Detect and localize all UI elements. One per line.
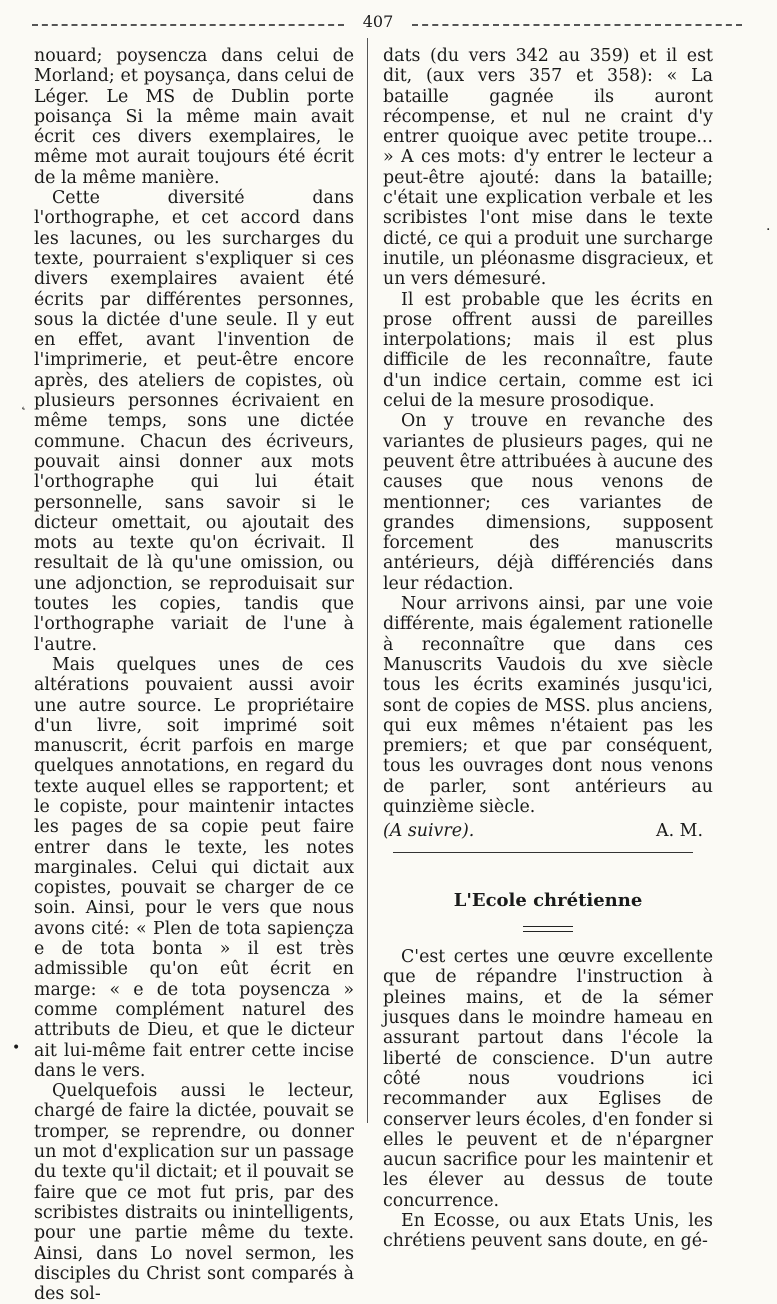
paragraph: Cette diversité dans l'orthographe, et cet accord dans les lacunes, ou les surcharges du texte, pourraient s'expliquer si ces divers exemplaires avaient été écrits par différentes personnes, sous la dictée d'une seule. Il y eut en effet, avant l'invention de l'imprimerie, et peut-être encore après, des ateliers de copistes, où plusieurs personnes écrivaient en même temps, sons une dictée commune. Chacun des écriveurs, pouvait ainsi donner aux mots l'orthographe qui lui était personnelle, sans savoir si le dicteur omettait, ou ajoutait des mots au texte qu'on écrivait. Il resultait de là qu'une omission, ou une adjonction, se reproduisait sur toutes les copies, tandis que l'orthographe variait de l'une à l'autre. bbox=[34, 188, 354, 655]
to-be-continued: (A suivre). bbox=[383, 821, 475, 842]
section-title: L'Ecole chrétienne bbox=[453, 889, 643, 911]
title-ornament bbox=[383, 917, 713, 937]
paragraph: C'est certes une œuvre excellente que de répandre l'instruction à pleines mains, et de la sémer jusques dans le moindre hameau en assurant partout dans l'école la liberté de conscience. D'un autre côté nous voudrions ici recommander aux Eglises de conserver leurs écoles, d'en fonder si elles le peuvent et de n'épargner aucun sacrifice pour les maintenir et les élever au dessus de toute concurrence. bbox=[383, 947, 713, 1211]
margin-mark: ˛ bbox=[20, 395, 27, 411]
page-number: 407 bbox=[362, 12, 394, 31]
right-column bbox=[383, 46, 713, 1252]
paragraph: Nour arrivons ainsi, par une voie différente, mais également rationelle à reconnaître que dans ces Manuscrits Vaudois du xve siècle tous les écrits examinés jusqu'ici, sont de copies de MSS. plus anciens, qui eux mêmes n'étaient pas les premiers; et que par conséquent, tous les ouvrages dont nous venons de parler, sont antérieurs au quinzième siècle. bbox=[383, 594, 713, 817]
paragraph: On y trouve en revanche des variantes de plusieurs pages, qui ne peuvent être attribuées à aucune des causes que nous venons de mentionner; ces variantes de grandes dimensions, supposent forcement des manuscrits antérieurs, déjà différenciés dans leur rédaction. bbox=[383, 411, 713, 594]
paragraph: nouard; poysencza dans celui de Morland; et poysança, dans celui de Léger. Le MS de Dublin porte poisança Si la même main avait écrit ces divers exemplaires, le même mot aurait toujours été écrit de la même manière. bbox=[34, 46, 354, 188]
column-divider bbox=[367, 38, 368, 1123]
paragraph: Quelquefois aussi le lecteur, chargé de faire la dictée, pouvait se tromper, se reprendre, ou donner un mot d'explication sur un passage du texte qu'il dictait; et il pouvait se faire que ce mot fut pris, par des scribistes distraits ou inintelligents, pour une partie même du texte. Ainsi, dans Lo novel sermon, les disciples du Christ sont comparés à des sol- bbox=[34, 1081, 354, 1304]
header-rule-left bbox=[32, 24, 344, 26]
page-header bbox=[32, 14, 742, 32]
paragraph: Il est probable que les écrits en prose offrent aussi de pareilles interpolations; mais il est plus difficile de les reconnaître, faute d'un indice certain, comme est ici celui de la mesure prosodique. bbox=[383, 289, 713, 412]
paragraph: dats (du vers 342 au 359) et il est dit, (aux vers 357 et 358): « La bataille gagnée ils auront récompense, et nul ne craint d'y entrer quoique avec petite troupe... » A ces mots: d'y entrer le lecteur a peut-être ajouté: dans la bataille; c'était une explication verbale et les scribistes l'ont mise dans le texte dicté, ce qui a produit une surcharge inutile, un pléonasme disgracieux, et un vers démesuré. bbox=[383, 46, 713, 290]
margin-mark: • bbox=[12, 1040, 21, 1056]
margin-mark: · bbox=[766, 222, 771, 238]
paragraph: Mais quelques unes de ces altérations pouvaient aussi avoir une autre source. Le propriétaire d'un livre, soit imprimé soit manuscrit, écrit parfois en marge quelques annotations, en regard du texte auquel elles se rapportent; et le copiste, pour maintenir intactes les pages de sa copie peut faire entrer dans le texte, les notes marginales. Celui qui dictait aux copistes, pouvait se charger de ce soin. Ainsi, pour le vers que nous avons cité: « Plen de tota sapiençza e de tota bonta » il est très admissible qu'on eût écrit en marge: « e de tota poysencza » comme complément naturel des attributs de Dieu, et que le dicteur ait lui-même fait entrer cette incise dans le vers. bbox=[34, 654, 354, 1081]
left-column bbox=[34, 46, 354, 1304]
header-rule-right bbox=[412, 24, 742, 26]
article-signature bbox=[383, 821, 713, 841]
paragraph: En Ecosse, ou aux Etats Unis, les chrétiens peuvent sans doute, en gé- bbox=[383, 1211, 713, 1252]
section-separator bbox=[393, 852, 693, 853]
author-initials: A. M. bbox=[656, 821, 703, 842]
